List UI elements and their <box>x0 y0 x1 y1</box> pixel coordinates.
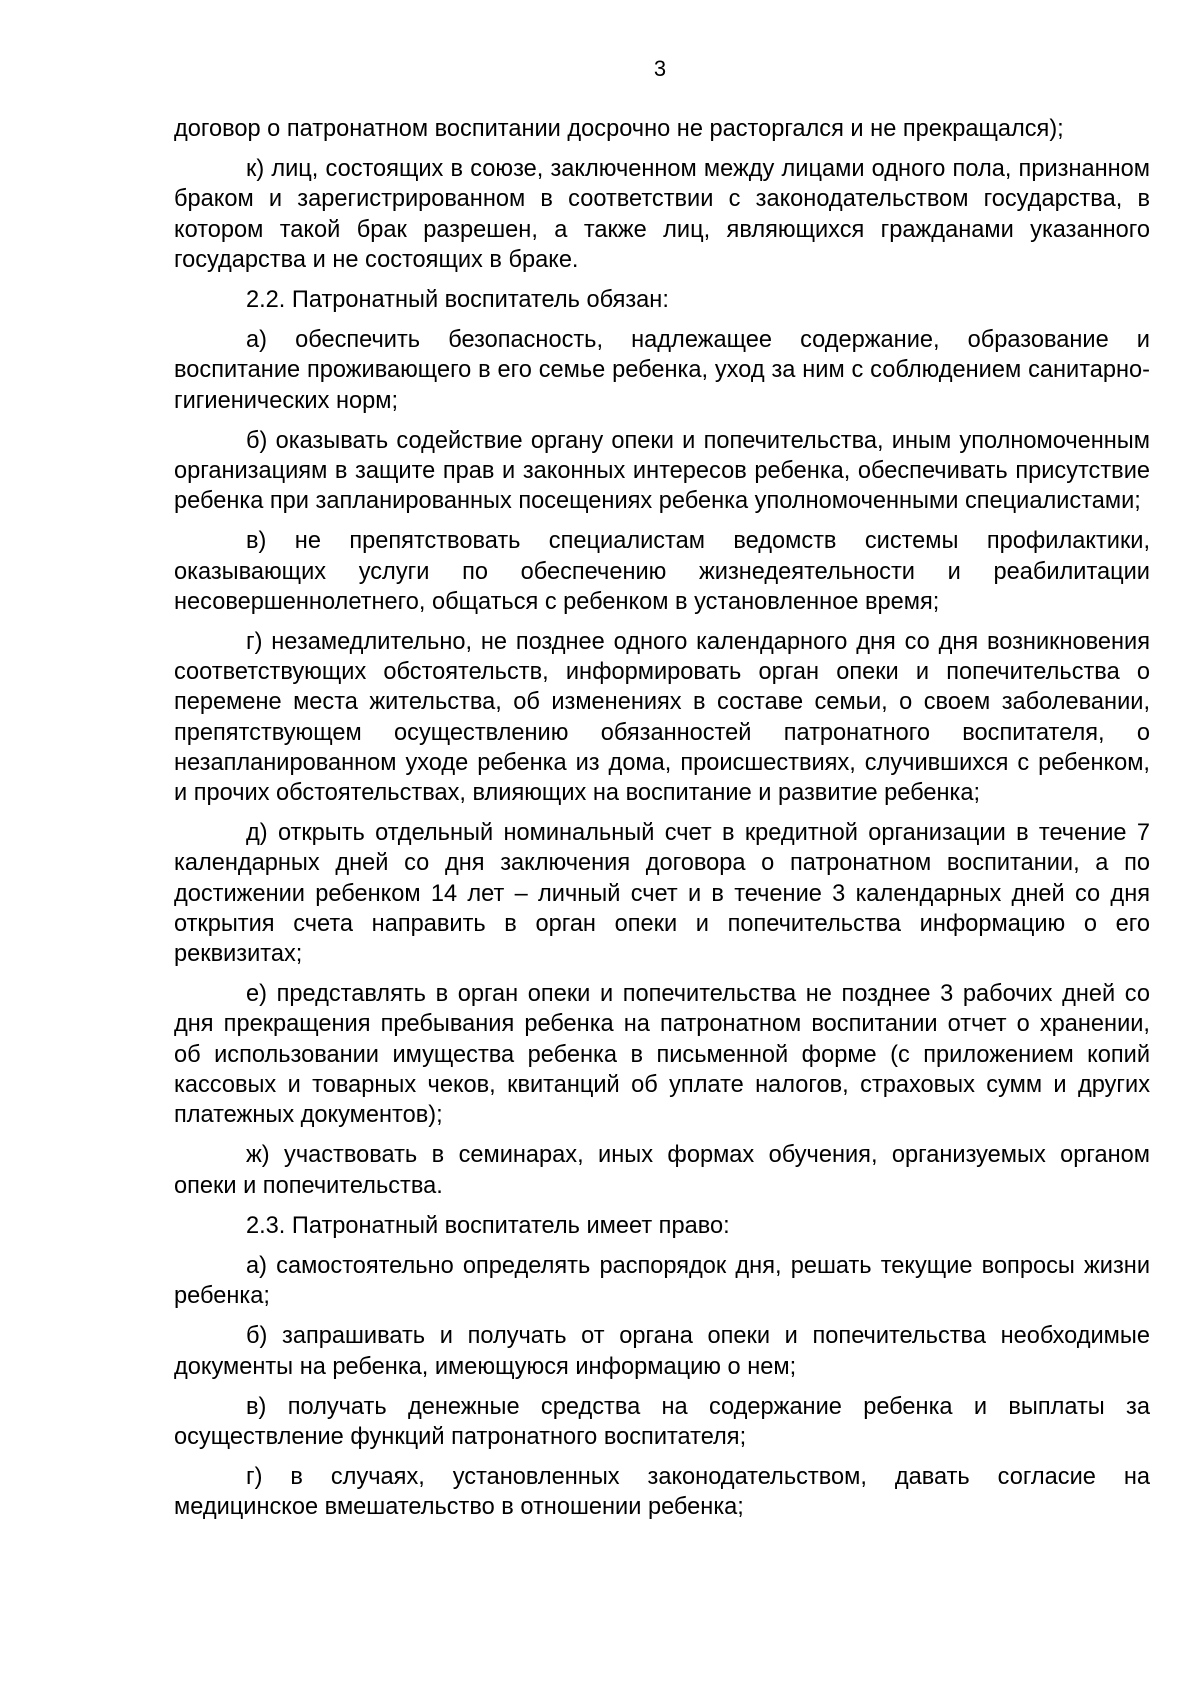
paragraph-right-g: г) в случаях, установленных законодательством, давать согласие на медицинское вмешательство в отношении ребенка; <box>174 1464 1150 1521</box>
paragraph-right-v: в) получать денежные средства на содержание ребенка и выплаты за осуществление функций патронатного воспитателя; <box>174 1393 1150 1450</box>
document-body <box>174 114 1150 1533</box>
paragraph-right-a: а) самостоятельно определять распорядок дня, решать текущие вопросы жизни ребенка; <box>174 1252 1150 1310</box>
paragraph-item-a: а) обеспечить безопасность, надлежащее содержание, образование и воспитание проживающего в его семье ребенка, уход за ним с соблюдением санитарно-гигиенических норм; <box>174 327 1150 414</box>
paragraph-item-e: е) представлять в орган опеки и попечительства не позднее 3 рабочих дней со дня прекращения пребывания ребенка на патронатном воспитании отчет о хранении, об использовании имущества ребенка в письменной форме (с приложением копий кассовых и товарных чеков, квитанций об уплате налогов, страховых сумм и других платежных документов); <box>174 981 1150 1129</box>
paragraph-item-zh: ж) участвовать в семинарах, иных формах обучения, организуемых органом опеки и попечительства. <box>174 1142 1150 1199</box>
paragraph-continuation: договор о патронатном воспитании досрочно не расторгался и не прекращался); <box>174 116 1064 142</box>
paragraph-right-b: б) запрашивать и получать от органа опеки и попечительства необходимые документы на ребенка, имеющуюся информацию о нем; <box>174 1323 1150 1380</box>
paragraph-item-d: д) открыть отдельный номинальный счет в кредитной организации в течение 7 календарных дней со дня заключения договора о патронатном воспитании, а по достижении ребенком 14 лет – личный счет и в течение 3 календарных дней со дня открытия счета направить в орган опеки и попечительства информацию о его реквизитах; <box>174 820 1150 968</box>
paragraph-item-k: к) лиц, состоящих в союзе, заключенном между лицами одного пола, признанном браком и зарегистрированном в соответствии с законодательством государства, в котором такой брак разрешен, а также лиц, являющихся гражданами указанного государства и не состоящих в браке. <box>174 156 1150 273</box>
page-number: 3 <box>653 56 667 81</box>
section-heading-2-3: 2.3. Патронатный воспитатель имеет право: <box>246 1212 730 1239</box>
paragraph-item-b: б) оказывать содействие органу опеки и попечительства, иным уполномоченным организациям в защите прав и законных интересов ребенка, обеспечивать присутствие ребенка при запланированных посещениях ребенка уполномоченными специалистами; <box>174 427 1150 515</box>
section-heading-2-2: 2.2. Патронатный воспитатель обязан: <box>246 287 669 314</box>
paragraph-item-g: г) незамедлительно, не позднее одного календарного дня со дня возникновения соответствующих обстоятельств, информировать орган опеки и попечительства о перемене места жительства, об изменениях в составе семьи, о своем заболевании, препятствующем осуществлению обязанностей патронатного воспитателя, о незапланированном уходе ребенка из дома, происшествиях, случившихся с ребенком, и прочих обстоятельствах, влияющих на воспитание и развитие ребенка; <box>174 629 1150 807</box>
paragraph-item-v: в) не препятствовать специалистам ведомств системы профилактики, оказывающих услуги по обеспечению жизнедеятельности и реабилитации несовершеннолетнего, общаться с ребенком в установленное время; <box>174 528 1150 615</box>
